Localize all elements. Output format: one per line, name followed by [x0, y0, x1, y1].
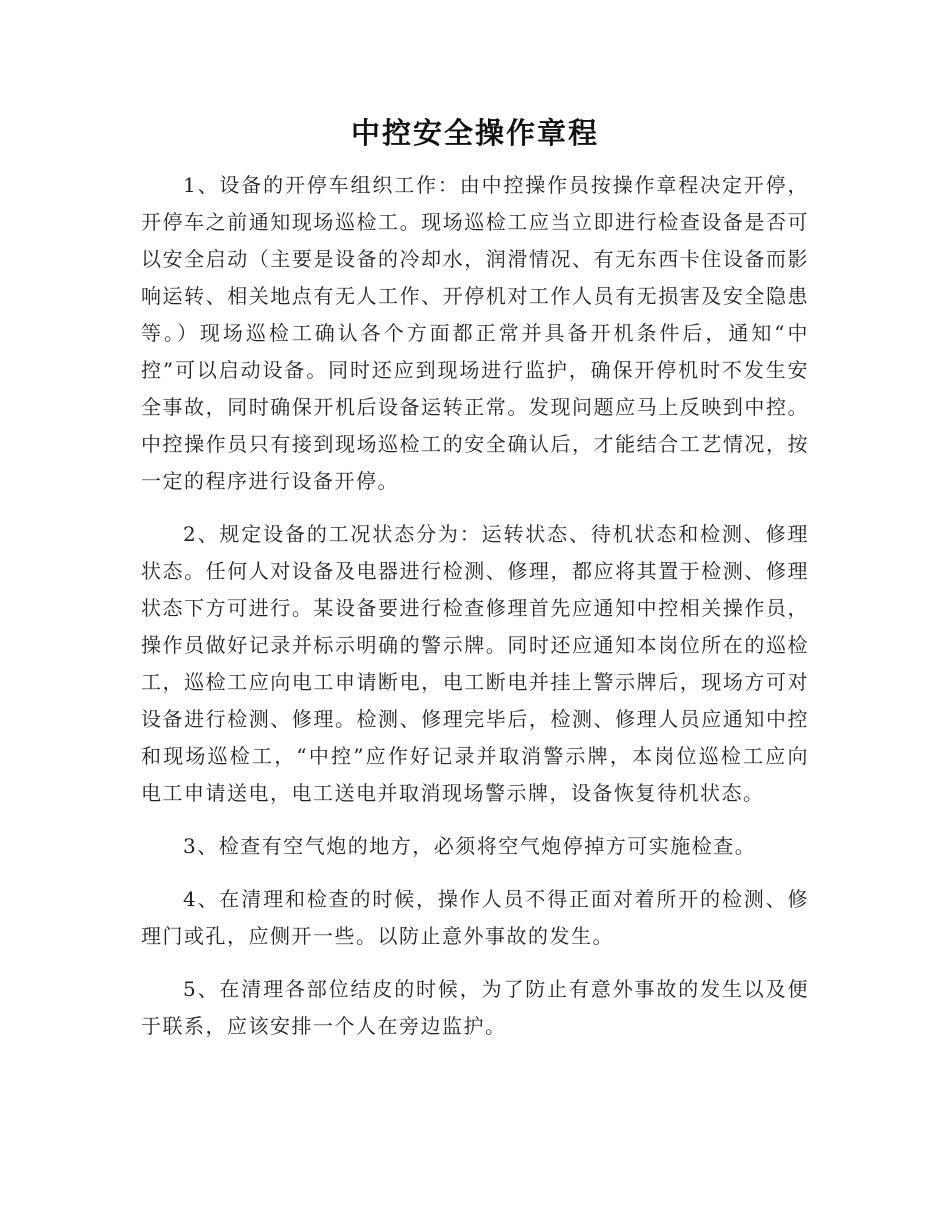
paragraph-1: 1、设备的开停车组织工作：由中控操作员按操作章程决定开停，开停车之前通知现场巡检工。现场巡检工应当立即进行检查设备是否可以安全启动（主要是设备的冷却水，润滑情况、有无东西卡住设备而影响运转、相关地点有无人工作、开停机对工作人员有无损害及安全隐患等。）现场巡检工确认各个方面都正常并具备开机条件后，通知“中控”可以启动设备。同时还应到现场进行监护，确保开停机时不发生安全事故，同时确保开机后设备运转正常。发现问题应马上反映到中控。中控操作员只有接到现场巡检工的安全确认后，才能结合工艺情况，按一定的程序进行设备开停。 [141, 173, 809, 493]
paragraph-2: 2、规定设备的工况状态分为：运转状态、待机状态和检测、修理状态。任何人对设备及电器进行检测、修理，都应将其置于检测、修理状态下方可进行。某设备要进行检查修理首先应通知中控相关操作员，操作员做好记录并标示明确的警示牌。同时还应通知本岗位所在的巡检工，巡检工应向电工申请断电，电工断电并挂上警示牌后，现场方可对设备进行检测、修理。检测、修理完毕后，检测、修理人员应通知中控和现场巡检工，“中控”应作好记录并取消警示牌，本岗位巡检工应向电工申请送电，电工送电并取消现场警示牌，设备恢复待机状态。 [141, 522, 809, 805]
document-body [141, 167, 809, 1061]
paragraph-3: 3、检查有空气炮的地方，必须将空气炮停掉方可实施检查。 [183, 834, 757, 858]
paragraph-4: 4、在清理和检查的时候，操作人员不得正面对着所开的检测、修理门或孔，应侧开一些。以防止意外事故的发生。 [141, 887, 809, 948]
document-title: 中控安全操作章程 [350, 116, 599, 150]
paragraph-5: 5、在清理各部位结皮的时候，为了防止有意外事故的发生以及便于联系，应该安排一个人在旁边监护。 [141, 977, 809, 1038]
